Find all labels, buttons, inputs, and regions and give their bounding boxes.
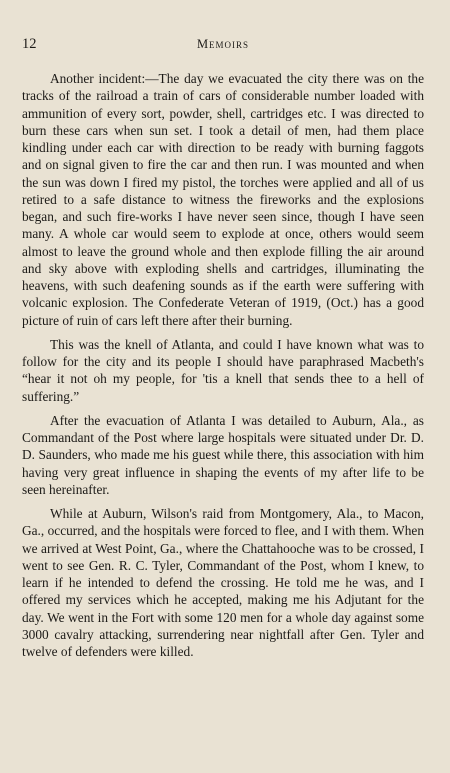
paragraph-burning-cars: Another incident:—The day we evacuated the city there was on the tracks of the railroad a train of cars of considerable number loaded with ammunition of every sort, powder, shell, cartridges etc. I was directed to burn these cars when sun set. I took a detail of men, had them place kindling under each car with direction to be ready with burning faggots and on signal given to fire the car and then run. I was mounted and when the sun was down I fired my pistol, the torches were applied and all of us retired to a safe distance to witness the fireworks and the explosions began, and such fire-works I have never seen since, though I have seen many. A whole car would seem to explode at once, others would seem almost to leave the ground whole and then explode filling the air around and sky above with exploding shells and cartridges, illuminating the heavens, with such deafening sounds as if the earth were suffering with volcanic explosion. The Confederate Veteran of 1919, (Oct.) has a good picture of ruin of cars left there after their burning.	[22, 71, 424, 328]
page-number: 12	[22, 36, 37, 52]
body-text	[22, 70, 424, 660]
running-title: Memoirs	[196, 37, 250, 51]
paragraph-auburn-post: After the evacuation of Atlanta I was detailed to Auburn, Ala., as Commandant of the Post where large hospitals were situated under Dr. D. D. Saunders, who made me his guest while there, this association with him having very great influence in shaping the events of my after life to be seen hereinafter.	[22, 412, 424, 497]
paragraph-wilsons-raid: While at Auburn, Wilson's raid from Montgomery, Ala., to Macon, Ga., occurred, and the hospitals were forced to flee, and I with them. When we arrived at West Point, Ga., where the Chattahooche was to be crossed, I went to see Gen. R. C. Tyler, Commandant of the Post, whom I knew, to learn if he intended to defend the crossing. He told me he was, and I offered my services which he accepted, making me his Adjutant for the day. We went in the Fort with some 120 men for a whole day against some 3000 cavalry attacking, surrendering near nightfall after Gen. Tyler and twelve of defenders were killed.	[22, 506, 424, 659]
paragraph-knell-of-atlanta: This was the knell of Atlanta, and could I have known what was to follow for the city and its people I should have paraphrased Macbeth's “hear it not oh my people, for 'tis a knell that sends thee to a hell of suffering.”	[22, 336, 424, 404]
running-head	[22, 36, 424, 56]
